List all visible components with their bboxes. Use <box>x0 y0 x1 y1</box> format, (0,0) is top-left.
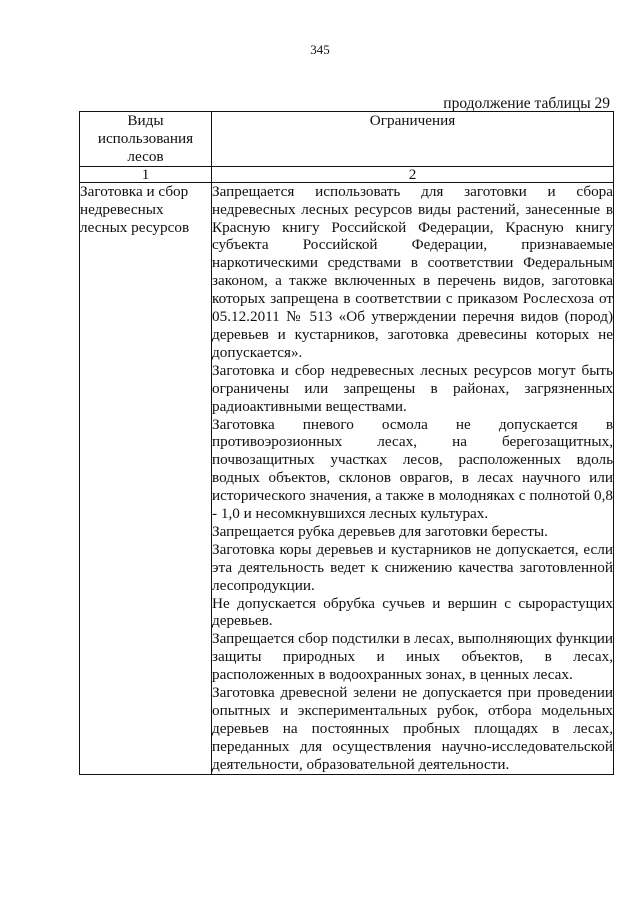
restriction-paragraph: Заготовка древесной зелени не допускается при проведении опытных и экспериментальных рубок, отбора модельных деревьев на постоянных пробных площадях в лесах, переданных для осуществления научно-исследовательской деятельности, образовательной деятельности. <box>212 684 613 773</box>
restriction-paragraph: Запрещается использовать для заготовки и сбора недревесных лесных ресурсов виды растений, занесенные в Красную книгу Российской Федерации, Красную книгу субъекта Российской Федерации, признаваемые наркотическими средствами в соответствии Федеральным законом, а также включенных в перечень видов, заготовка которых запрещена в соответствии с приказом Рослесхоза от 05.12.2011 № 513 «Об утверждении перечня видов (пород) деревьев и кустарников, заготовка древесины которых не допускается». <box>212 182 613 361</box>
restriction-paragraph: Заготовка и сбор недревесных лесных ресурсов могут быть ограничены или запрещены в районах, загрязненных радиоактивными веществами. <box>212 361 613 415</box>
restriction-paragraph: Не допускается обрубка сучьев и вершин с сырорастущих деревьев. <box>212 594 613 630</box>
column-number-2: 2 <box>212 166 614 182</box>
restriction-paragraph: Заготовка коры деревьев и кустарников не допускается, если эта деятельность ведет к снижению качества заготовленной лесопродукции. <box>212 540 613 594</box>
table-continuation-label: продолжение таблицы 29 <box>443 95 610 112</box>
restrictions-table <box>79 111 614 775</box>
forest-use-type-cell: Заготовка и сбор недревесных лесных ресурсов <box>80 182 212 774</box>
header-restrictions: Ограничения <box>212 112 614 167</box>
column-number-row <box>80 166 614 182</box>
restriction-paragraph: Заготовка пневого осмола не допускается в противоэрозионных лесах, на берегозащитных, почвозащитных участках лесов, расположенных вдоль водных объектов, склонов оврагов, в лесах научного или исторического значения, а также в молодняках с полнотой 0,8 - 1,0 и несомкнувшихся лесных культурах. <box>212 415 613 523</box>
restrictions-cell <box>212 182 614 774</box>
column-number-1: 1 <box>80 166 212 182</box>
table-row <box>80 182 614 774</box>
table-header-row <box>80 112 614 167</box>
page-number: 345 <box>310 42 330 57</box>
restriction-paragraph: Запрещается сбор подстилки в лесах, выполняющих функции защиты природных и иных объектов, в лесах, расположенных в водоохранных зонах, в ценных лесах. <box>212 630 613 684</box>
restriction-paragraph: Запрещается рубка деревьев для заготовки бересты. <box>212 522 548 540</box>
header-forest-use-types: Виды использования лесов <box>80 112 212 167</box>
